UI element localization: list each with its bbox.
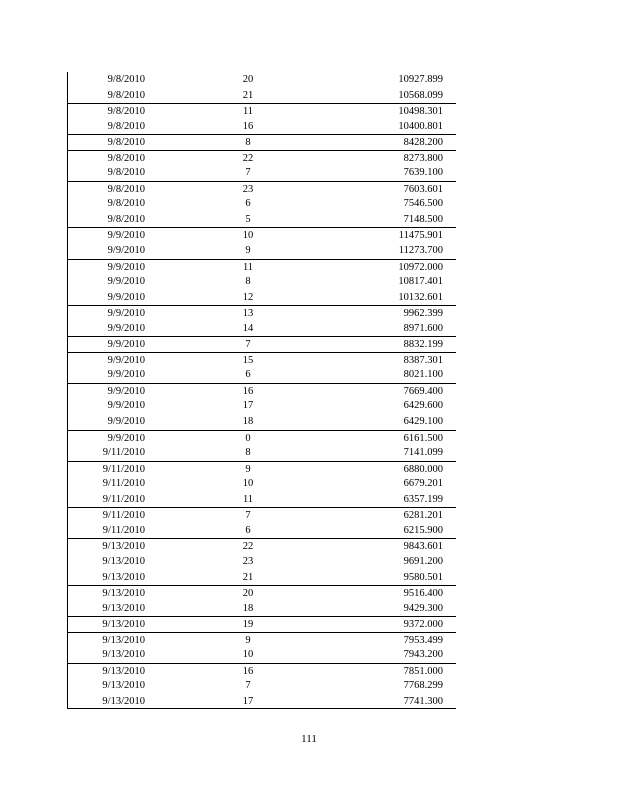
value-cell: 10568.099 xyxy=(398,89,443,101)
value-cell: 7669.400 xyxy=(403,385,443,397)
date-cell: 9/9/2010 xyxy=(107,308,145,320)
table-row xyxy=(68,570,456,586)
table-row xyxy=(68,430,456,446)
date-cell: 9/8/2010 xyxy=(107,167,145,179)
hour-cell: 5 xyxy=(245,213,251,225)
value-cell: 7141.099 xyxy=(403,447,443,459)
hour-cell: 20 xyxy=(242,74,254,85)
value-cell: 8971.600 xyxy=(403,322,443,334)
value-cell: 8832.199 xyxy=(403,339,443,351)
date-cell: 9/8/2010 xyxy=(107,120,145,132)
value-cell: 7953.499 xyxy=(403,634,443,646)
date-cell: 9/8/2010 xyxy=(107,152,145,164)
hour-cell: 9 xyxy=(245,463,251,475)
date-cell: 9/8/2010 xyxy=(107,106,145,118)
value-cell: 9372.000 xyxy=(403,619,443,631)
table-row xyxy=(68,274,456,290)
table-row xyxy=(68,196,456,212)
table-row xyxy=(68,601,456,617)
value-cell: 8273.800 xyxy=(403,152,443,164)
hour-cell: 10 xyxy=(242,478,254,490)
value-cell: 6679.201 xyxy=(403,478,443,490)
table-row xyxy=(68,150,456,166)
table-row xyxy=(68,492,456,508)
date-cell: 9/8/2010 xyxy=(107,183,145,195)
date-cell: 9/9/2010 xyxy=(107,385,145,397)
date-cell: 9/13/2010 xyxy=(102,571,145,583)
hour-cell: 20 xyxy=(242,588,254,600)
hour-cell: 18 xyxy=(242,602,254,614)
hour-cell: 8 xyxy=(245,276,251,288)
date-cell: 9/8/2010 xyxy=(107,137,145,149)
date-cell: 9/9/2010 xyxy=(107,369,145,381)
table-row xyxy=(68,165,456,181)
table-row xyxy=(68,259,456,275)
value-cell: 6429.100 xyxy=(403,416,443,428)
table-row xyxy=(68,305,456,321)
hour-cell: 22 xyxy=(242,152,254,164)
date-cell: 9/9/2010 xyxy=(107,339,145,351)
value-cell: 7639.100 xyxy=(403,167,443,179)
table-row xyxy=(68,352,456,368)
hour-cell: 23 xyxy=(242,183,254,195)
hour-cell: 17 xyxy=(242,695,254,707)
value-cell: 9962.399 xyxy=(403,308,443,320)
table-row xyxy=(68,103,456,119)
date-cell: 9/13/2010 xyxy=(102,649,145,661)
value-cell: 10817.401 xyxy=(398,276,443,288)
date-cell: 9/11/2010 xyxy=(102,493,145,505)
date-cell: 9/13/2010 xyxy=(102,665,145,677)
table-row xyxy=(68,398,456,414)
hour-cell: 10 xyxy=(242,230,254,242)
hour-cell: 9 xyxy=(245,245,251,257)
hour-cell: 16 xyxy=(242,120,254,132)
date-cell: 9/13/2010 xyxy=(102,555,145,567)
table-row xyxy=(68,523,456,539)
value-cell: 9429.300 xyxy=(403,602,443,614)
value-cell: 7741.300 xyxy=(403,695,443,707)
date-cell: 9/9/2010 xyxy=(107,400,145,412)
hour-cell: 11 xyxy=(242,106,254,118)
page-number: 111 xyxy=(301,733,317,745)
hour-cell: 8 xyxy=(245,447,251,459)
value-cell: 7851.000 xyxy=(403,665,443,677)
hour-cell: 9 xyxy=(245,634,251,646)
value-cell: 9580.501 xyxy=(403,571,443,583)
hour-cell: 7 xyxy=(245,680,251,692)
date-cell: 9/11/2010 xyxy=(102,478,145,490)
table-row xyxy=(68,134,456,150)
date-cell: 9/8/2010 xyxy=(107,74,145,85)
value-cell: 7603.601 xyxy=(403,183,443,195)
table-row xyxy=(68,445,456,461)
date-cell: 9/13/2010 xyxy=(102,695,145,707)
data-table xyxy=(67,72,456,709)
value-cell: 11475.901 xyxy=(398,230,443,242)
value-cell: 6357.199 xyxy=(403,493,443,505)
value-cell: 6161.500 xyxy=(403,432,443,444)
table-row xyxy=(68,227,456,243)
value-cell: 10400.801 xyxy=(398,120,443,132)
hour-cell: 19 xyxy=(242,619,254,631)
hour-cell: 7 xyxy=(245,339,251,351)
table-row xyxy=(68,678,456,694)
hour-cell: 11 xyxy=(242,261,254,273)
date-cell: 9/13/2010 xyxy=(102,680,145,692)
date-cell: 9/9/2010 xyxy=(107,276,145,288)
table-row xyxy=(68,476,456,492)
table-row xyxy=(68,290,456,306)
date-cell: 9/11/2010 xyxy=(102,524,145,536)
table-row xyxy=(68,585,456,601)
date-cell: 9/13/2010 xyxy=(102,619,145,631)
date-cell: 9/13/2010 xyxy=(102,634,145,646)
hour-cell: 11 xyxy=(242,493,254,505)
table-row xyxy=(68,554,456,570)
date-cell: 9/9/2010 xyxy=(107,261,145,273)
table-row xyxy=(68,321,456,337)
hour-cell: 12 xyxy=(242,291,254,303)
value-cell: 6880.000 xyxy=(403,463,443,475)
date-cell: 9/9/2010 xyxy=(107,230,145,242)
date-cell: 9/8/2010 xyxy=(107,198,145,210)
value-cell: 10972.000 xyxy=(398,261,443,273)
table-row xyxy=(68,336,456,352)
date-cell: 9/9/2010 xyxy=(107,354,145,366)
value-cell: 7148.500 xyxy=(403,213,443,225)
hour-cell: 7 xyxy=(245,510,251,522)
hour-cell: 6 xyxy=(245,198,251,210)
date-cell: 9/8/2010 xyxy=(107,213,145,225)
hour-cell: 21 xyxy=(242,571,254,583)
hour-cell: 6 xyxy=(245,369,251,381)
date-cell: 9/8/2010 xyxy=(107,89,145,101)
table-row xyxy=(68,632,456,648)
value-cell: 6215.900 xyxy=(403,524,443,536)
value-cell: 7768.299 xyxy=(403,680,443,692)
value-cell: 8428.200 xyxy=(403,137,443,149)
date-cell: 9/9/2010 xyxy=(107,416,145,428)
hour-cell: 21 xyxy=(242,89,254,101)
date-cell: 9/13/2010 xyxy=(102,541,145,553)
value-cell: 10927.899 xyxy=(398,74,443,85)
table-row xyxy=(68,367,456,383)
value-cell: 10498.301 xyxy=(398,106,443,118)
date-cell: 9/9/2010 xyxy=(107,322,145,334)
hour-cell: 22 xyxy=(242,541,254,553)
table-row xyxy=(68,507,456,523)
table-row xyxy=(68,181,456,197)
hour-cell: 14 xyxy=(242,322,254,334)
table-row xyxy=(68,647,456,663)
value-cell: 9691.200 xyxy=(403,555,443,567)
value-cell: 8387.301 xyxy=(403,354,443,366)
hour-cell: 7 xyxy=(245,167,251,179)
hour-cell: 6 xyxy=(245,524,251,536)
table-row xyxy=(68,383,456,399)
date-cell: 9/9/2010 xyxy=(107,291,145,303)
hour-cell: 17 xyxy=(242,400,254,412)
value-cell: 7943.200 xyxy=(403,649,443,661)
hour-cell: 15 xyxy=(242,354,254,366)
table-row xyxy=(68,461,456,477)
date-cell: 9/11/2010 xyxy=(102,447,145,459)
date-cell: 9/11/2010 xyxy=(102,510,145,522)
table-row xyxy=(68,616,456,632)
date-cell: 9/13/2010 xyxy=(102,602,145,614)
value-cell: 9843.601 xyxy=(403,541,443,553)
value-cell: 10132.601 xyxy=(398,291,443,303)
hour-cell: 16 xyxy=(242,665,254,677)
value-cell: 6281.201 xyxy=(403,510,443,522)
date-cell: 9/9/2010 xyxy=(107,432,145,444)
hour-cell: 0 xyxy=(245,432,251,444)
date-cell: 9/9/2010 xyxy=(107,245,145,257)
table-row xyxy=(68,414,456,430)
table-row xyxy=(68,88,456,104)
hour-cell: 16 xyxy=(242,385,254,397)
value-cell: 9516.400 xyxy=(403,588,443,600)
value-cell: 7546.500 xyxy=(403,198,443,210)
value-cell: 6429.600 xyxy=(403,400,443,412)
value-cell: 11273.700 xyxy=(398,245,443,257)
table-row xyxy=(68,212,456,228)
table-row xyxy=(68,72,456,88)
table-row xyxy=(68,119,456,135)
table-row xyxy=(68,663,456,679)
date-cell: 9/13/2010 xyxy=(102,588,145,600)
hour-cell: 13 xyxy=(242,308,254,320)
value-cell: 8021.100 xyxy=(403,369,443,381)
table-row xyxy=(68,694,456,710)
table-row xyxy=(68,243,456,259)
hour-cell: 8 xyxy=(245,137,251,149)
hour-cell: 18 xyxy=(242,416,254,428)
date-cell: 9/11/2010 xyxy=(102,463,145,475)
hour-cell: 23 xyxy=(242,555,254,567)
table-row xyxy=(68,538,456,554)
hour-cell: 10 xyxy=(242,649,254,661)
